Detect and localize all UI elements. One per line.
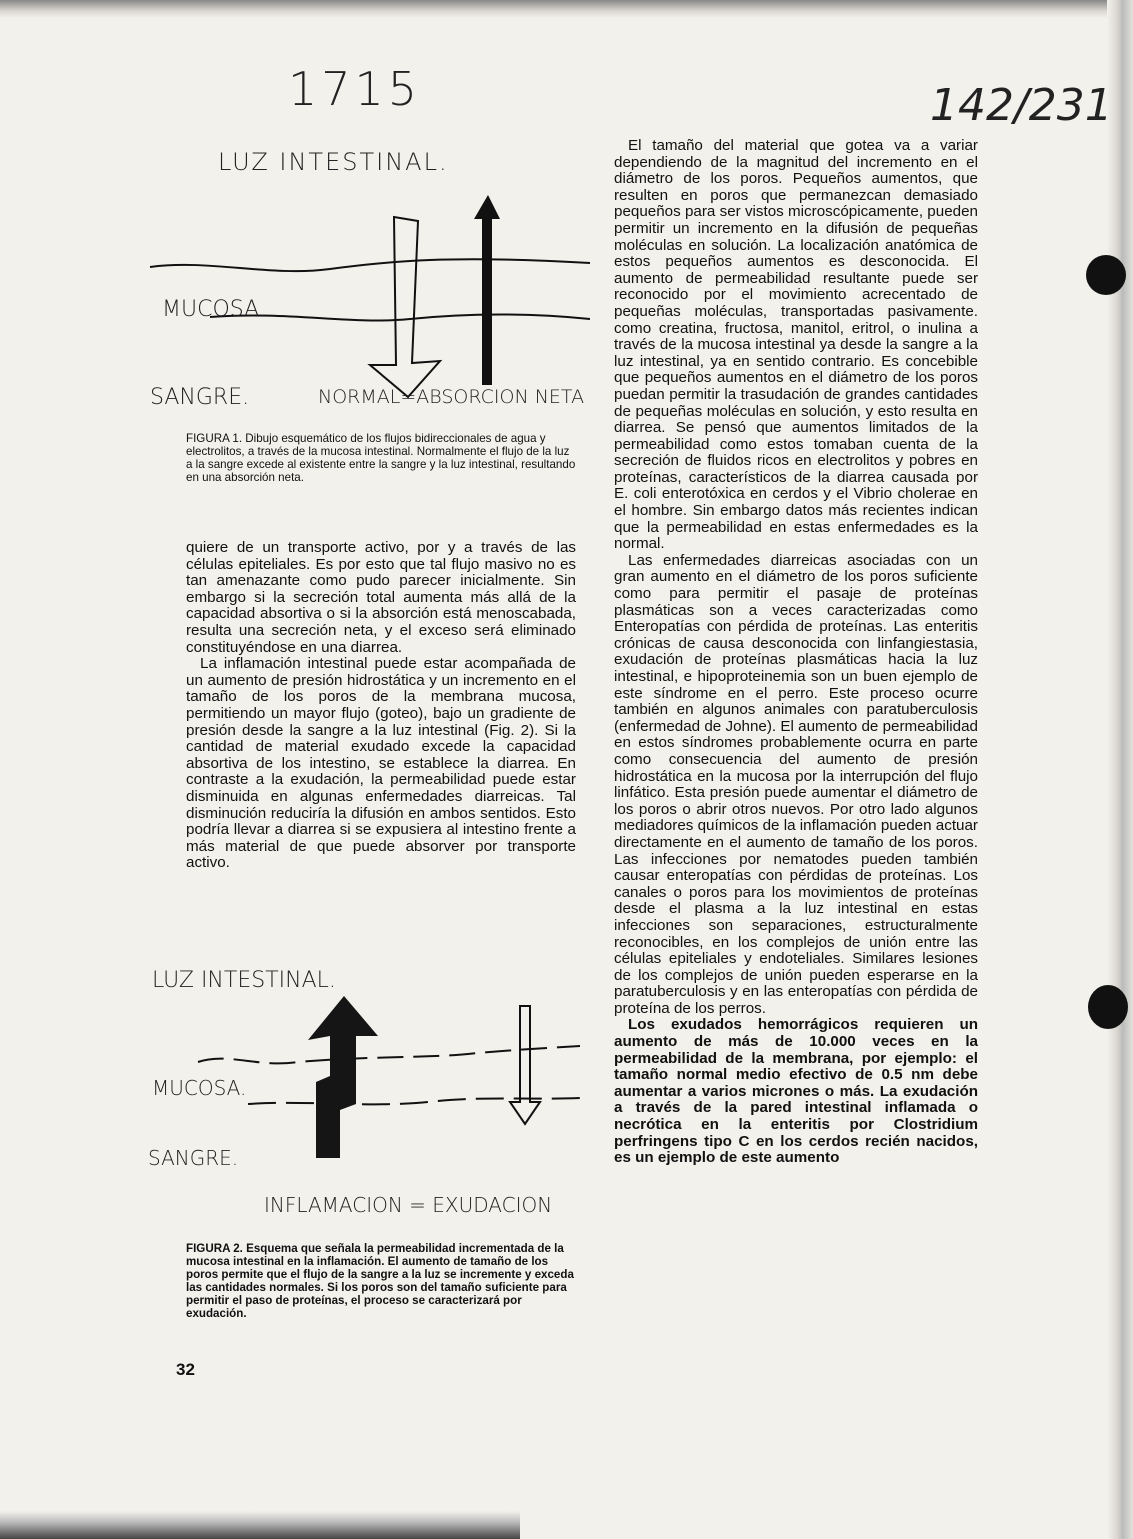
handwritten-number-left: 1715 bbox=[288, 62, 422, 116]
page-number: 32 bbox=[176, 1360, 195, 1379]
binder-hole-2 bbox=[1088, 985, 1128, 1029]
left-column-text bbox=[186, 540, 576, 872]
right-paragraph: El tamaño del material que gotea va a variar dependiendo de la magnitud del incremento en el diámetro de los poros. Pequeños aumentos, que resulten en poros que permanezcan demasiado pequeños para ser vistos microscópicamente, pueden permitir un incremento en la difusión de pequeñas moléculas en solución. La localización anatómica de estos pequeños aumentos es desconocida. El aumento de permeabilidad resultante puede ser reconocido por el movimiento acrecentado de pequeñas moléculas, transportadas pasivamente. como creatina, fructosa, manitol, eritrol, o inulina a través de la mucosa intestinal ya desde la sangre a la luz intestinal, ya en sentido contrario. Es concebible que pequeños aumentos en el diámetro de los poros puedan permitir la trasudación de grandes cantidades de pequeñas moléculas en solución, y esto resulta en diarrea. Se pensó que aumentos limitados de la permeabilidad como estos tomaban cuenta de la secreción de fluidos ricos en electrolitos y pobres en proteínas, característicos de la diarrea causada por E. coli enterotóxica en cerdos y el Vibrio cholerae en el hombre. Sin embargo datos más recientes indican que la permeabilidad en estas enfermedades es la normal. bbox=[614, 137, 978, 553]
figure2-label-bottom: SANGRE. bbox=[148, 1146, 239, 1170]
figure1-label-bottom: SANGRE. bbox=[150, 385, 250, 410]
figure2-caption: FIGURA 2. Esquema que señala la permeabilidad incrementada de la mucosa intestinal en la inflamación. El aumento de tamaño de los poros permite que el flujo de la sangre a la luz se incremente y exceda las cantidades normales. Si los poros son del tamaño suficiente para permitir el paso de proteínas, el proceso se caracterizará por exudación. bbox=[186, 1242, 574, 1320]
scan-edge-top bbox=[0, 0, 1133, 18]
figure1-label-middle: MUCOSA. bbox=[162, 297, 266, 322]
handwritten-number-right: 142/231 bbox=[930, 80, 1113, 131]
binder-hole-1 bbox=[1086, 255, 1126, 295]
mucosa-line-top bbox=[198, 1046, 580, 1063]
figure1-label-bottom-right: NORMAL=ABSORCION NETA bbox=[318, 386, 585, 408]
mucosa-line-top bbox=[150, 259, 590, 271]
arrow-down-absorption bbox=[370, 217, 440, 397]
figure2-label-middle: MUCOSA. bbox=[152, 1076, 247, 1100]
figure1-caption: FIGURA 1. Dibujo esquemático de los flujos bidireccionales de agua y electrolitos, a través de la mucosa intestinal. Normalmente el flujo de la luz a la sangre excede al existente entre la sangre y la luz intestinal, resultando en una absorción neta. bbox=[186, 432, 576, 484]
figure2-label-bottom-center: INFLAMACION = EXUDACION bbox=[264, 1193, 553, 1217]
figure2-label-top: LUZ INTESTINAL. bbox=[152, 968, 336, 993]
right-paragraph: Los exudados hemorrágicos requieren un aumento de más de 10.000 veces en la permeabilidad de la membrana, por ejemplo: el tamaño normal medio efectivo de 0.5 nm debe aumentar a varios micrones o más. La exudación a través de la pared intestinal inflamada o necrótica en la enteritis por Clostridium perfringens tipo C en los cerdos recién nacidos, es un ejemplo de este aumento bbox=[614, 1016, 978, 1167]
figure1-label-top: LUZ INTESTINAL. bbox=[218, 148, 449, 176]
mucosa-line-bottom bbox=[210, 315, 590, 321]
scan-edge-bottom bbox=[0, 1511, 520, 1539]
arrow-down-absorption bbox=[510, 1006, 540, 1124]
left-paragraph: La inflamación intestinal puede estar acompañada de un aumento de presión hidrostática y un incremento en el tamaño de los poros de la membrana mucosa, permitiendo un mayor flujo (goteo), bajo un gradiente de presión desde la sangre a la luz intestinal (Fig. 2). Si la cantidad de material exudado excede la capacidad absortiva de los intestino, se establece la diarrea. En contraste a la exudación, la permeabilidad puede estar disminuida en algunas enfermedades diarreicas. Tal disminución reduciría la difusión en ambos sentidos. Esto podría llevar a diarrea si se expusiera al intestino frente a más material de que puede absorver por transporte activo. bbox=[186, 655, 576, 872]
figure1-diagram bbox=[150, 185, 590, 400]
left-paragraph: quiere de un transporte activo, por y a través de las células epiteliales. Es por esto que tal flujo masivo no es tan amenazante como pudo parecer inicialmente. Sin embargo si la secreción total aumenta más allá de la capacidad absortiva o si la absorción está menoscabada, resulta una secreción neta, y el exceso será eliminado constituyéndose en una diarrea. bbox=[186, 539, 576, 656]
right-paragraph: Las enfermedades diarreicas asociadas con un gran aumento en el diámetro de los poros suficiente como para permitir el pasaje de proteínas plasmáticas son a veces caracterizadas como Enteropatías con pérdida de proteínas. Las enteritis crónicas de causa desconocida con linfangiestasia, exudación de proteínas plasmáticas hacia la luz intestinal, e hipoproteinemia son un buen ejemplo de este síndrome en el perro. Este proceso ocurre también en algunos animales con paratuberculosis (enfermedad de Johne). El aumento de permeabilidad en estos síndromes probablemente ocurra en parte como consecuencia del aumento de presión hidrostática en la mucosa por la interrupción del flujo linfático. Esta presión puede aumentar el diámetro de los poros o abrir otros nuevos. Por otro lado algunos mediadores químicos de la inflamación pueden actuar directamente en el aumento de tamaño de los poros. Las infecciones por nematodes pueden también causar enteropatías con pérdidas de proteínas. Los canales o poros para los movimientos de proteínas desde el plasma a la luz intestinal en estas infecciones son separaciones, estructuralmente reconocibles, en los complejos de unión entre las células epiteliales y endoteliales. Similares lesiones de los complejos de unión pueden esperarse en la paratuberculosis y en las enteropatías con pérdida de proteína de los perros. bbox=[614, 551, 978, 1017]
right-column-text bbox=[614, 138, 978, 1167]
scan-edge-right bbox=[1107, 0, 1133, 1539]
arrow-up-secretion bbox=[474, 195, 500, 385]
arrow-up-exudation bbox=[308, 996, 378, 1158]
